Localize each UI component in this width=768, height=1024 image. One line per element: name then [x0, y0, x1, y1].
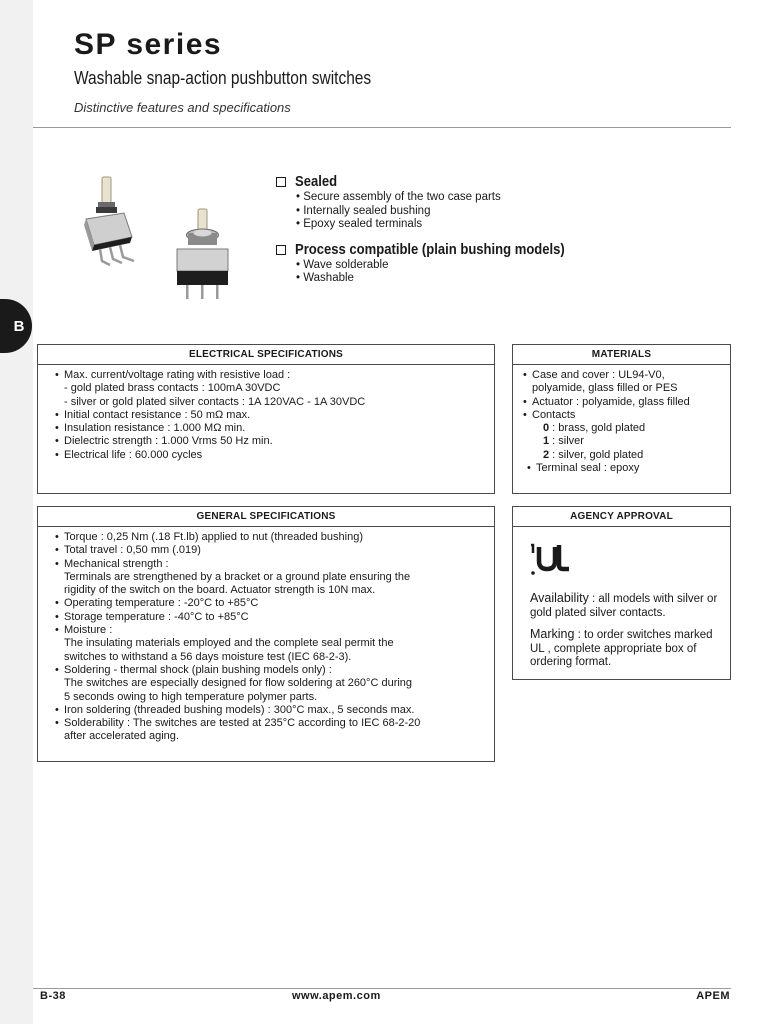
section-tab: B [0, 299, 32, 353]
page-number: B-38 [40, 990, 66, 1002]
list-item: • Wave solderable [296, 259, 716, 273]
page-title: SP series [74, 28, 223, 61]
spec-detail-line: rigidity of the switch on the board. Actuator strength is 10N max. [64, 584, 376, 597]
list-item: • Washable [296, 272, 716, 286]
spec-item: • Soldering - thermal shock (plain bushing models only) : [55, 664, 486, 677]
agency-approval-panel [512, 506, 731, 680]
ul-recognized-mark-icon [525, 543, 573, 577]
page-subtitle: Washable snap-action pushbutton switches [74, 68, 372, 88]
materials-terminal-seal: • Terminal seal : epoxy [527, 462, 722, 475]
list-item: • Epoxy sealed terminals [296, 218, 716, 232]
spec-item: • Iron soldering (threaded bushing models) : 300°C max., 5 seconds max. [55, 704, 486, 717]
spec-item: • Moisture : [55, 624, 486, 637]
spec-detail-line: - silver or gold plated silver contacts : 1A 120VAC - 1A 30VDC [64, 395, 366, 408]
spec-item: • Torque : 0,25 Nm (.18 Ft.lb) applied to nut (threaded bushing) [55, 531, 486, 544]
brand-name: APEM [696, 990, 730, 1002]
feature-list-process [296, 259, 716, 286]
checkbox-square-icon [276, 245, 286, 255]
spec-detail-line: switches to withstand a 56 days moisture test (IEC 68-2-3). [64, 650, 352, 663]
spec-item: • Operating temperature : -20°C to +85°C [55, 597, 486, 610]
spec-detail-line: - gold plated brass contacts : 100mA 30VDC [64, 382, 281, 395]
switch-right-image [177, 209, 228, 299]
spec-detail-line: 5 seconds owing to high temperature polymer parts. [64, 690, 318, 703]
panel-title: GENERAL SPECIFICATIONS [38, 507, 494, 527]
materials-panel [512, 344, 731, 494]
list-item: • Secure assembly of the two case parts [296, 191, 716, 205]
materials-case-cont: polyamide, glass filled or PES [532, 382, 678, 395]
panel-title: AGENCY APPROVAL [513, 507, 730, 527]
side-band [0, 0, 33, 1024]
spec-detail-line: Terminals are strengthened by a bracket or a ground plate ensuring the [64, 570, 411, 583]
spec-item: • Insulation resistance : 1.000 MΩ min. [55, 422, 486, 435]
feature-heading-sealed: Sealed [276, 174, 716, 190]
availability-note: Availability : all models with silver or gold plated silver contacts. [530, 591, 718, 619]
product-photo [80, 175, 240, 305]
materials-case: • Case and cover : UL94-V0, [523, 369, 722, 382]
spec-item: • Electrical life : 60.000 cycles [55, 449, 486, 462]
contact-option: 1 : silver [543, 435, 584, 448]
spec-item: • Total travel : 0,50 mm (.019) [55, 544, 486, 557]
materials-contacts-label: • Contacts [523, 409, 722, 422]
electrical-specifications-panel [37, 344, 495, 494]
feature-heading-process: Process compatible (plain bushing models) [276, 242, 716, 258]
spec-item: • Mechanical strength : [55, 558, 486, 571]
feature-list-sealed [296, 191, 716, 232]
spec-item: • Max. current/voltage rating with resistive load : [55, 369, 486, 382]
header-divider [33, 127, 731, 128]
spec-item: • Solderability : The switches are tested at 235°C according to IEC 68-2-20 [55, 717, 486, 730]
list-item: • Internally sealed bushing [296, 205, 716, 219]
footer-divider [33, 988, 731, 989]
spec-item: • Initial contact resistance : 50 mΩ max. [55, 409, 486, 422]
switch-left-image [84, 177, 134, 265]
page-tagline: Distinctive features and specifications [74, 100, 291, 115]
panel-title: ELECTRICAL SPECIFICATIONS [38, 345, 494, 365]
spec-item: • Storage temperature : -40°C to +85°C [55, 611, 486, 624]
checkbox-square-icon [276, 177, 286, 187]
electrical-lines [38, 365, 494, 466]
spec-detail-line: The insulating materials employed and the complete seal permit the [64, 637, 394, 650]
materials-actuator: • Actuator : polyamide, glass filled [523, 396, 722, 409]
spec-detail-line: The switches are especially designed for flow soldering at 260°C during [64, 677, 413, 690]
marking-note: Marking : to order switches marked UL , complete appropriate box of ordering format. [530, 627, 713, 668]
general-specifications-panel [37, 506, 495, 762]
spec-detail-line: after accelerated aging. [64, 730, 179, 743]
panel-title: MATERIALS [513, 345, 730, 365]
website-link[interactable]: www.apem.com [292, 990, 381, 1002]
features-section [276, 174, 716, 296]
general-lines [38, 527, 494, 748]
contact-option: 0 : brass, gold plated [543, 422, 646, 435]
contact-option: 2 : silver, gold plated [543, 448, 644, 461]
spec-item: • Dielectric strength : 1.000 Vrms 50 Hz min. [55, 435, 486, 448]
